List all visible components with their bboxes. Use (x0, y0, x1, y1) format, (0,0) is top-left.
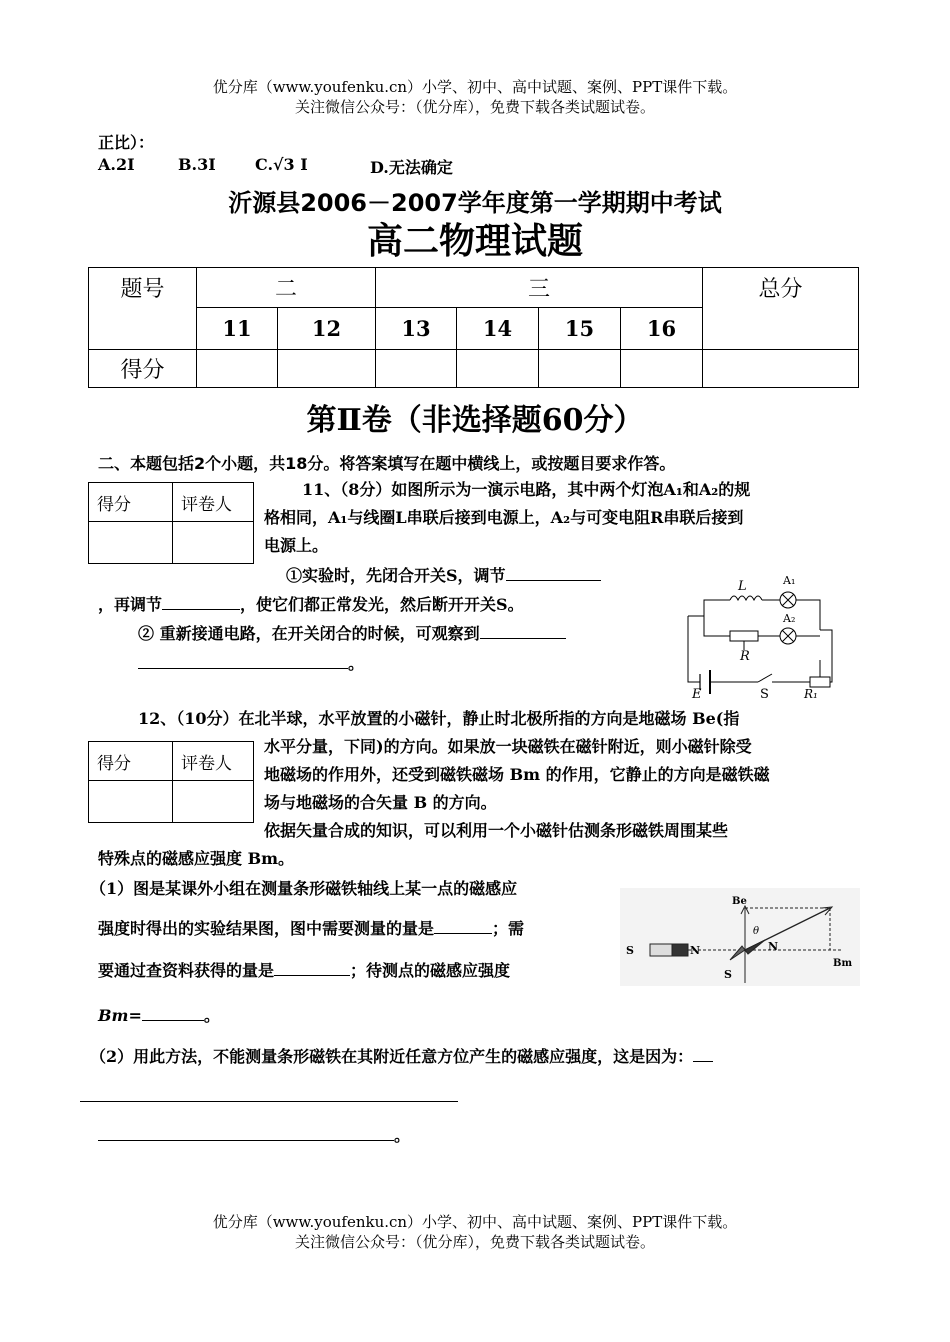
q11-line-2: 格相同，A₁与线圈L串联后接到电源上，A₂与可变电阻R串联后接到 (264, 508, 744, 527)
fig-label-be: Be (732, 896, 747, 907)
q12-answer-line-1[interactable] (80, 1101, 458, 1102)
option-a: A.2I (98, 155, 135, 174)
label-r1: R₁ (804, 687, 818, 700)
compass-diagram (620, 888, 860, 986)
fig-label-bm: Bm (833, 958, 853, 969)
q11-line-7 (138, 650, 364, 678)
fig-label-s1: S (626, 944, 634, 957)
grade-box-grader-input[interactable] (173, 522, 254, 564)
label-score: 得分 (89, 350, 197, 388)
grade-box-12-grader-label: 评卷人 (173, 742, 254, 781)
q12-blank-4[interactable] (693, 1045, 713, 1062)
group-two-header: 二 (197, 268, 376, 308)
question-13-header: 13 (376, 308, 457, 350)
score-table (88, 267, 859, 388)
variable-resistor-r (730, 631, 758, 641)
q12-p2-line-1 (90, 1043, 713, 1071)
rheostat-r1 (810, 677, 830, 687)
header-line-1: 优分库（www.youfenku.cn）小学、初中、高中试题、案例、PPT课件下载。 (212, 78, 738, 96)
q12-p1-line-4 (98, 1002, 220, 1030)
q11-line-6 (138, 620, 566, 648)
question-15-header: 15 (539, 308, 621, 350)
q11-line-5-a: ，再调节 (98, 595, 163, 614)
total-header: 总分 (703, 268, 859, 350)
footer-line-2: 关注微信公众号：（优分库），免费下载各类试题试卷。 (294, 1233, 655, 1251)
q12-p1-line-4-end: 。 (203, 1006, 220, 1025)
option-b: B.3I (178, 155, 216, 174)
q11-blank-2[interactable] (162, 593, 240, 610)
group-three-header: 三 (376, 268, 703, 308)
q11-line-7-end: 。 (348, 654, 365, 673)
grade-box-grader-label: 评卷人 (173, 483, 254, 522)
q11-line-4-text: ①实验时，先闭合开关S，调节 (286, 566, 506, 585)
circuit-diagram (680, 570, 840, 700)
q12-blank-5[interactable] (98, 1124, 394, 1141)
score-cell-12[interactable] (278, 350, 376, 388)
q12-p2-end: 。 (394, 1126, 411, 1145)
grade-box-12-score-input[interactable] (89, 781, 173, 823)
footer-line-1: 优分库（www.youfenku.cn）小学、初中、高中试题、案例、PPT课件下载。 (212, 1213, 738, 1231)
fig-label-theta: θ (753, 926, 760, 937)
q11-line-3: 电源上。 (264, 536, 329, 555)
question-14-header: 14 (457, 308, 539, 350)
label-question-number: 题号 (89, 268, 197, 350)
fig-label-s2: S (724, 968, 732, 981)
section-instructions: 二、本题包括2个小题，共18分。将答案填写在题中横线上，或按题目要求作答。 (98, 454, 676, 473)
question-12-header: 12 (278, 308, 376, 350)
q12-p1-line-3-text: 要通过查资料获得的量是 (98, 961, 275, 980)
q12-line-3: 地磁场的作用外，还受到磁铁磁场 Bm 的作用，它静止的方向是磁铁磁 (264, 765, 770, 784)
score-cell-16[interactable] (621, 350, 703, 388)
label-l: L (738, 579, 747, 594)
score-cell-13[interactable] (376, 350, 457, 388)
header-line-2: 关注微信公众号：（优分库），免费下载各类试题试卷。 (294, 98, 655, 116)
label-e: E (692, 687, 702, 700)
q12-blank-2[interactable] (274, 959, 350, 976)
section-title: 第Ⅱ卷（非选择题60分） (306, 403, 644, 438)
q12-p1-line-4-text: Bm= (98, 1006, 142, 1025)
grade-box-12-score-label: 得分 (89, 742, 173, 781)
q12-line-2: 水平分量，下同)的方向。如果放一块磁铁在磁针附近，则小磁针除受 (264, 737, 752, 756)
switch-s (758, 674, 772, 682)
q11-blank-3[interactable] (480, 622, 566, 639)
q11-line-5 (98, 591, 524, 619)
q11-blank-1[interactable] (506, 564, 601, 581)
grade-box-score-label: 得分 (89, 483, 173, 522)
q11-line-4 (286, 562, 601, 590)
option-c: C.√3 I (255, 155, 308, 174)
question-16-header: 16 (621, 308, 703, 350)
label-s: S (760, 687, 769, 700)
q12-p2-line-1-text: （2）用此方法，不能测量条形磁铁在其附近任意方位产生的磁感应强度，这是因为： (90, 1047, 694, 1066)
fig-label-n1: N (690, 944, 701, 957)
fig-label-n2: N (768, 940, 779, 953)
grade-box-score-input[interactable] (89, 522, 173, 564)
q12-blank-1[interactable] (434, 917, 492, 934)
q12-line-1: 12、（10分）在北半球，水平放置的小磁针，静止时北极所指的方向是地磁场 Be(指 (138, 709, 740, 728)
q11-blank-4[interactable] (138, 652, 348, 669)
exam-subject: 高二物理试题 (366, 221, 583, 262)
q11-line-6-text: ② 重新接通电路，在开关闭合的时候，可观察到 (138, 624, 480, 643)
q12-line-6: 特殊点的磁感应强度 Bm。 (98, 849, 295, 868)
q12-p1-line-2 (98, 915, 524, 943)
q12-p1-line-2-end: ；需 (492, 919, 525, 938)
grade-box-12-grader-input[interactable] (173, 781, 254, 823)
score-cell-14[interactable] (457, 350, 539, 388)
question-11-header: 11 (197, 308, 278, 350)
option-d: D.无法确定 (370, 158, 453, 177)
q11-line-5-b: ，使它们都正常发光，然后断开开关S。 (240, 595, 524, 614)
grade-box-12 (88, 741, 254, 823)
q12-line-4: 场与地磁场的合矢量 B 的方向。 (264, 793, 497, 812)
label-a1: A₁ (783, 574, 796, 587)
q12-p1-line-2-text: 强度时得出的实验结果图，图中需要测量的量是 (98, 919, 435, 938)
q12-p1-line-1: （1）图是某课外小组在测量条形磁铁轴线上某一点的磁感应 (90, 879, 518, 898)
carryover-text: 正比）： (98, 133, 155, 152)
q12-p1-line-3 (98, 957, 510, 985)
q12-line-5: 依据矢量合成的知识，可以利用一个小磁针估测条形磁铁周围某些 (264, 821, 729, 840)
score-cell-15[interactable] (539, 350, 621, 388)
score-cell-total[interactable] (703, 350, 859, 388)
label-a2: A₂ (783, 612, 796, 625)
q12-p2-line-3 (98, 1122, 410, 1150)
exam-title: 沂源县2006－2007学年度第一学期期中考试 (228, 189, 722, 217)
inductor-coil (730, 596, 762, 600)
q12-blank-3[interactable] (142, 1004, 204, 1021)
q11-line-1: 11、（8分）如图所示为一演示电路，其中两个灯泡A₁和A₂的规 (302, 480, 751, 499)
grade-box-11 (88, 482, 254, 564)
q12-p1-line-3-end: ；待测点的磁感应强度 (350, 961, 511, 980)
label-r: R (740, 649, 750, 664)
score-cell-11[interactable] (197, 350, 278, 388)
